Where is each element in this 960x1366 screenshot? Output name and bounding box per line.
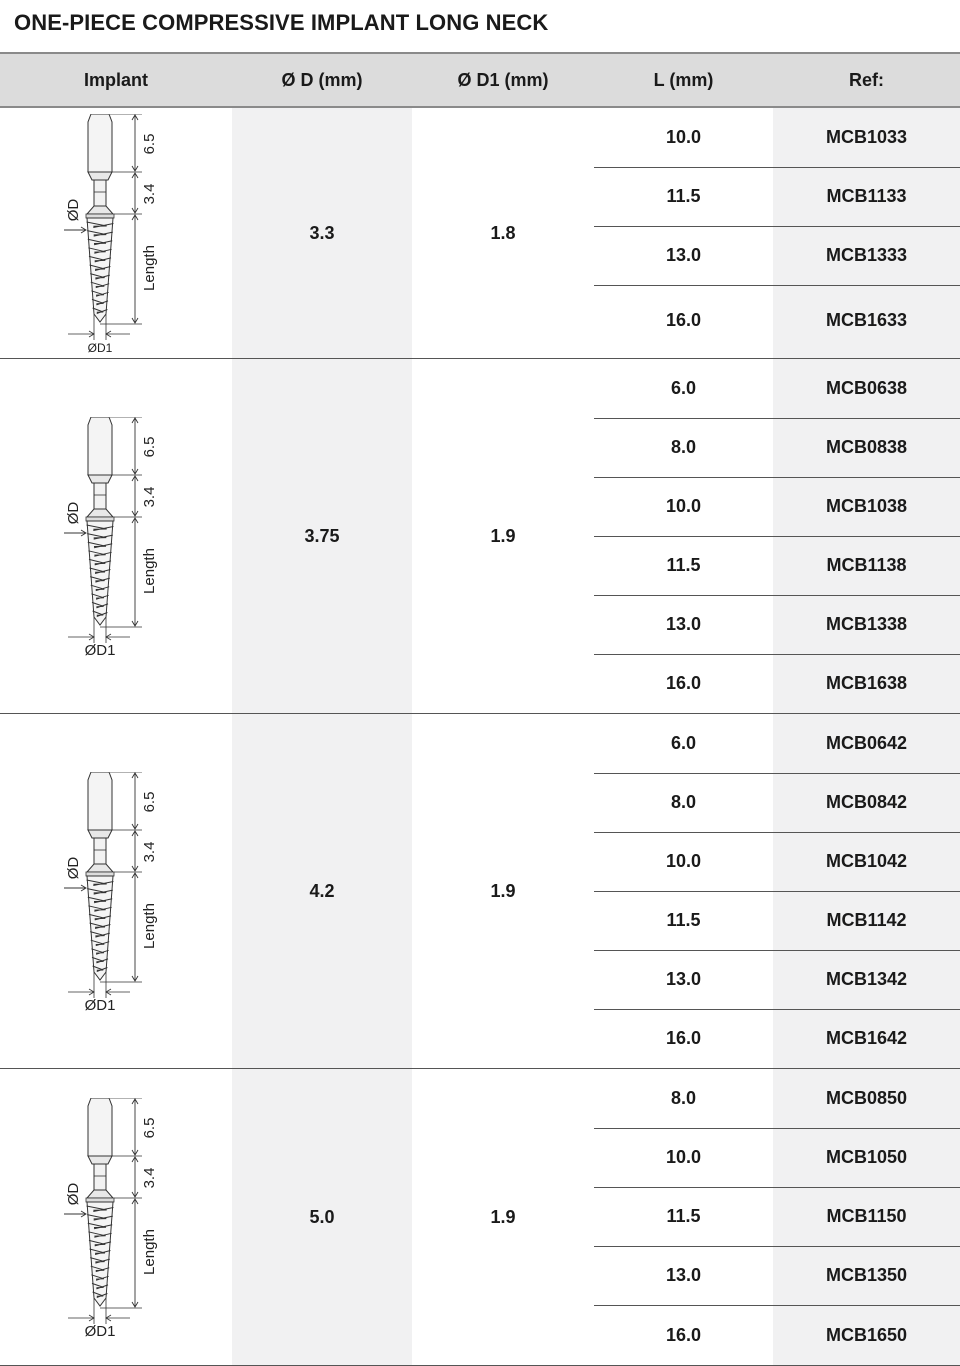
table-row [594,359,960,418]
ref-value: MCB1342 [825,968,908,989]
length-value: 8.0 [670,436,697,457]
page-title: ONE-PIECE COMPRESSIVE IMPLANT LONG NECK [14,10,549,35]
ref-value: MCB0638 [825,377,908,398]
table-row [594,285,960,357]
table-row [594,1009,960,1069]
table-row [594,1246,960,1305]
ref-value: MCB1642 [825,1028,908,1048]
implant-image [50,417,180,657]
label-3-4: 3.4 [141,841,158,863]
label-6-5: 6.5 [141,133,158,155]
label-od1: ØD1 [84,642,116,657]
table-row [594,654,960,714]
label-3-4: 3.4 [141,486,158,508]
table-row [594,226,960,285]
header-diameter-d1: Ø D1 (mm) [457,70,549,90]
implant-group [0,108,960,359]
length-ref-rows [594,1069,960,1365]
length-value: 13.0 [665,244,702,265]
length-value: 8.0 [670,1087,697,1108]
ref-value: MCB1033 [825,126,908,147]
ref-value: MCB0838 [825,436,908,457]
label-od1: ØD1 [84,997,116,1012]
length-value: 11.5 [666,185,701,206]
table-row [594,891,960,950]
length-value: 13.0 [665,613,702,634]
label-length: Length [141,1229,158,1275]
length-value: 10.0 [665,495,702,516]
table-row [594,418,960,477]
diameter-d-value: 3.75 [304,525,340,546]
label-6-5: 6.5 [141,791,158,813]
header-diameter-d: Ø D (mm) [281,70,363,90]
header-ref: Ref: [849,70,884,90]
implant-group [0,1069,960,1366]
header-length: L (mm) [653,70,714,90]
ref-value: MCB1038 [825,495,908,516]
diameter-d1-value: 1.9 [490,1206,516,1227]
ref-value: MCB1333 [825,244,908,265]
length-value: 10.0 [665,1146,702,1167]
length-value: 13.0 [665,1264,702,1285]
ref-value: MCB1050 [825,1146,908,1167]
length-value: 16.0 [665,310,702,330]
implant-diagram [50,417,180,657]
length-value: 16.0 [665,1028,702,1048]
table-row [594,1128,960,1187]
label-od1: ØD1 [84,1323,116,1338]
length-value: 11.5 [666,1205,701,1226]
diameter-d-value: 4.2 [309,880,335,901]
header-implant: Implant [83,70,148,90]
diameter-d1-value: 1.9 [490,880,516,901]
table-row [594,595,960,654]
label-length: Length [141,245,158,291]
table-row [594,477,960,536]
length-value: 16.0 [665,1324,702,1345]
ref-value: MCB1042 [825,850,908,871]
ref-value: MCB1133 [826,185,907,206]
table-row [594,1069,960,1128]
length-value: 16.0 [665,673,702,693]
ref-value: MCB0642 [825,732,908,753]
implant-group [0,359,960,714]
length-value: 13.0 [665,968,702,989]
label-od: ØD [65,501,82,525]
table-header [0,52,960,108]
implant-group [0,714,960,1069]
diameter-d-value: 3.3 [309,222,335,243]
implant-diagram [50,1098,180,1338]
table-row [594,1305,960,1366]
implant-diagram [50,114,180,354]
table-row [594,167,960,226]
label-od: ØD [65,856,82,880]
ref-value: MCB1650 [825,1324,908,1345]
diameter-d1-value: 1.9 [490,525,516,546]
length-value: 8.0 [670,791,697,812]
length-value: 6.0 [670,377,697,398]
diameter-d1-value: 1.8 [490,222,516,243]
ref-value: MCB1138 [826,554,907,575]
ref-value: MCB1338 [825,613,908,634]
ref-value: MCB1150 [826,1205,907,1226]
implant-image [50,114,180,354]
length-ref-rows [594,714,960,1068]
implant-image [50,1098,180,1338]
table-row [594,1187,960,1246]
ref-value: MCB0850 [825,1087,908,1108]
ref-value: MCB1633 [825,310,908,330]
implant-diagram [50,772,180,1012]
label-6-5: 6.5 [141,436,158,458]
label-6-5: 6.5 [141,1117,158,1139]
length-ref-rows [594,108,960,358]
table-row [594,950,960,1009]
length-value: 10.0 [665,126,702,147]
table-row [594,536,960,595]
label-length: Length [141,903,158,949]
table-row [594,108,960,167]
length-value: 11.5 [666,909,701,930]
label-od1: ØD1 [87,341,113,354]
implant-image [50,772,180,1012]
ref-value: MCB1142 [826,909,907,930]
diameter-d-value: 5.0 [309,1206,335,1227]
ref-value: MCB1638 [825,673,908,693]
length-value: 10.0 [665,850,702,871]
label-3-4: 3.4 [141,1167,158,1189]
table-row [594,773,960,832]
ref-value: MCB0842 [825,791,908,812]
length-value: 6.0 [670,732,697,753]
label-od: ØD [65,198,82,222]
length-ref-rows [594,359,960,713]
ref-value: MCB1350 [825,1264,908,1285]
length-value: 11.5 [666,554,701,575]
table-row [594,832,960,891]
label-od: ØD [65,1182,82,1206]
label-3-4: 3.4 [141,183,158,205]
table-row [594,714,960,773]
label-length: Length [141,548,158,594]
